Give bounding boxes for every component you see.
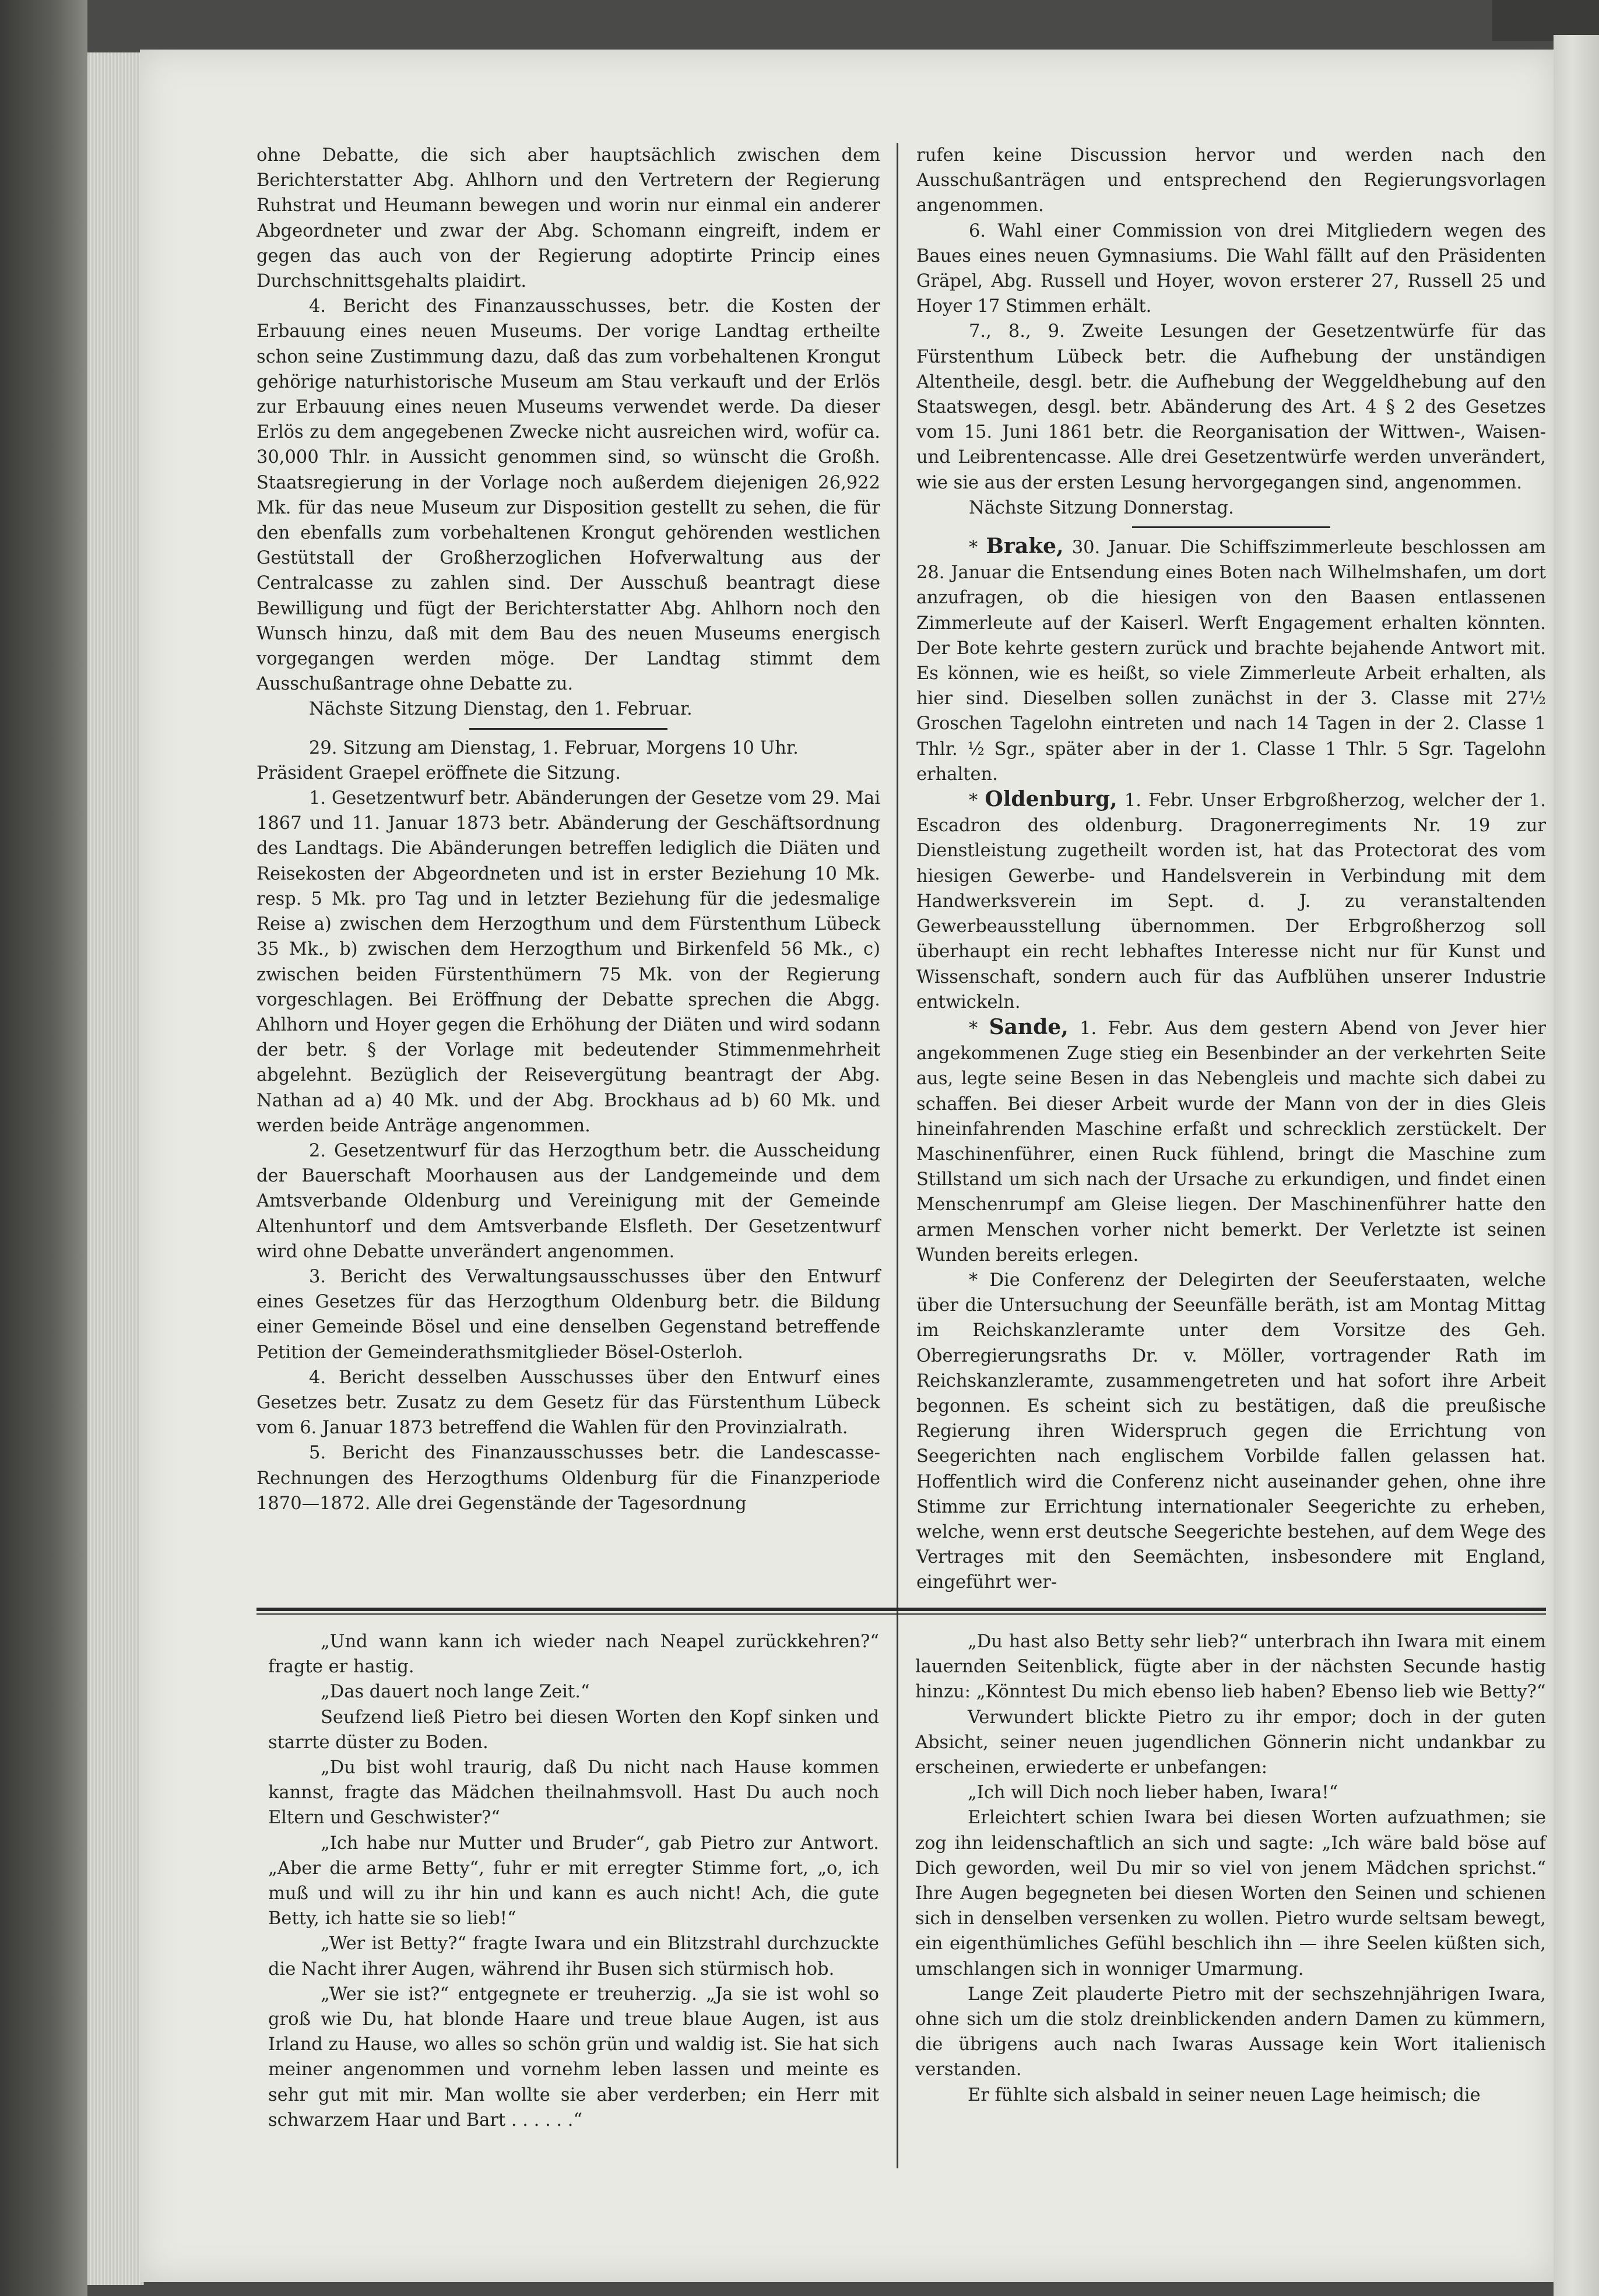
feuilleton-right-column [915, 1629, 1546, 2108]
section-rule [469, 728, 667, 730]
paragraph: 7., 8., 9. Zweite Lesungen der Gesetzentwürfe für das Fürstenthum Lübeck betr. die Aufhebung der unständigen Altentheile, desgl. betr. die Aufhebung der Weggeldhebung auf den Staatswegen, desgl. betr. Abänderung des Art. 4 § 2 des Gesetzes vom 15. Juni 1861 betr. die Reorganisation der Wittwen-, Waisen- und Leibrentencasse. Alle drei Gesetzentwürfe werden unverändert, wie sie aus der ersten Lesung hervorgegangen sind, angenommen. [916, 321, 1546, 493]
news-place: Brake, [986, 534, 1064, 559]
story-paragraph: „Ich will Dich noch lieber haben, Iwara!“ [968, 1782, 1338, 1803]
upper-right-column [916, 143, 1546, 1595]
paragraph: 1. Gesetzentwurf betr. Abänderungen der Gesetze vom 29. Mai 1867 und 11. Januar 1873 betr. Abänderung der Geschäftsordnung des Landtags. Die Abänderungen betreffen lediglich die Diäten und Reisekosten der Abgeordneten und ist in erster Beziehung 10 Mk. resp. 5 Mk. pro Tag und in letzter Beziehung für die jedesmalige Reise a) zwischen dem Herzogthum und dem Fürstenthum Lübeck 35 Mk., b) zwischen dem Herzogthum und Birkenfeld 56 Mk., c) zwischen beiden Fürstenthümern 75 Mk. von der Regierung vorgeschlagen. Bei Eröffnung der Debatte sprechen die Abgg. Ahlhorn und Hoyer gegen die Erhöhung der Diäten und wird sodann der betr. § der Vorlage mit bedeutender Stimmenmehrheit abgelehnt. Bezüglich der Reisevergütung beantragt der Abg. Nathan ad a) 40 Mk. und der Abg. Brockhaus ad b) 60 Mk. und werden beide Anträge angenommen. [256, 788, 880, 1136]
news-item-conference: * Die Conferenz der Delegirten der Seeuferstaaten, welche über die Untersuchung der Seeunfälle beräth, ist am Montag Mittag im Reichskanzleramte unter dem Vorsitze des Geh. Oberregierungsraths Dr. v. Möller, vortragender Rath im Reichskanzleramte, zusammengetreten und hat sofort ihre Arbeit begonnen. Es scheint sich zu bestätigen, daß die preußische Regierung ihren Widerspruch gegen die Errichtung von Seegerichten nach englischem Vorbilde fallen gelassen hat. Hoffentlich wird die Conferenz nicht auseinander gehen, ohne ihre Stimme zur Errichtung internationaler Seegerichte zu erheben, welche, wenn erst deutsche Seegerichte bestehen, auf dem Wege des Vertrages mit den Seemächten, insbesondere mit England, eingeführt wer- [916, 1270, 1546, 1593]
paragraph: 5. Bericht des Finanzausschusses betr. die Landescasse-Rechnungen des Herzogthums Oldenburg für die Finanzperiode 1870—1872. Alle drei Gegenstände der Tagesordnung [256, 1443, 880, 1514]
paragraph: rufen keine Discussion hervor und werden nach den Ausschußanträgen und entsprechend den Regierungsvorlagen angenommen. [916, 145, 1546, 216]
paragraph: ohne Debatte, die sich aber hauptsächlich zwischen dem Berichterstatter Abg. Ahlhorn und den Vertretern der Regierung Ruhstrat und Heumann bewegen und worin nur einmal ein anderer Abgeordneter und zwar der Abg. Schomann eingreift, indem er gegen das auch von der Regierung adoptirte Princip eines Durchschnittsgehalts plaidirt. [256, 145, 880, 292]
news-item-oldenburg: * Oldenburg, 1. Febr. Unser Erbgroßherzog, welcher der 1. Escadron des oldenburg. Dragonerregiments Nr. 19 zur Dienstleistung zugetheilt worden ist, hat das Protectorat des vom hiesigen Gewerbe- und Handelsverein in Verbindung mit dem Handwerksverein im Sept. d. J. zu veranstaltenden Gewerbeausstellung übernommen. Der Erbgroßherzog soll überhaupt ein recht lebhaftes Interesse nicht nur für Kunst und Wissenschaft, sondern auch für das Aufblühen unserer Industrie entwickeln. [916, 787, 1547, 1012]
news-text: 30. Januar. Die Schiffszimmerleute beschlossen am 28. Januar die Entsendung eines Boten nach Wilhelmshafen, um dort anzufragen, ob die hiesigen von den Baasen entlassenen Zimmerleute auf der Kaiserl. Werft Engagement erhalten könnten. Der Bote kehrte gestern zurück und brachte bejahende Antwort mit. Es können, wie es heißt, so viele Zimmerleute Arbeit erhalten, als hier sind. Dieselben sollen zunächst in der 3. Classe mit 27½ Groschen Tagelohn eintreten und nach 14 Tagen in der 2. Classe 1 Thlr. ½ Sgr., später aber in der 1. Classe 1 Thlr. 5 Sgr. Tagelohn erhalten. [916, 537, 1546, 785]
news-place: Sande, [989, 1014, 1069, 1039]
news-text: 1. Febr. Unser Erbgroßherzog, welcher der 1. Escadron des oldenburg. Dragonerregiments Nr. 19 zur Dienstleistung zugetheilt worden ist, hat das Protectorat des vom hiesigen Gewerbe- und Handelsverein in Verbindung mit dem Handwerksverein im Sept. d. J. zu veranstaltenden Gewerbeausstellung übernommen. Der Erbgroßherzog soll überhaupt ein recht lebhaftes Interesse nicht nur für Kunst und Wissenschaft, sondern auch für das Aufblühen unserer Industrie entwickeln. [916, 790, 1547, 1012]
story-paragraph: Lange Zeit plauderte Pietro mit der sechszehnjährigen Iwara, ohne sich um die stolz dreinblickenden andern Damen zu kümmern, die übrigens auch nach Iwaras Aussage kein Wort italienisch verstanden. [915, 1984, 1546, 2080]
upper-left-column [256, 143, 880, 1516]
feuilleton-left-column [268, 1629, 879, 2133]
story-paragraph: Seufzend ließ Pietro bei diesen Worten den Kopf sinken und starrte düster zu Boden. [268, 1707, 879, 1753]
scan-background-left [0, 0, 87, 2296]
story-paragraph: Verwundert blickte Pietro zu ihr empor; doch in der guten Absicht, seiner neuen jugendlichen Gönnerin nicht undankbar zu erscheinen, erwiederte er unbefangen: [915, 1707, 1546, 1778]
paragraph: 4. Bericht desselben Ausschusses über den Entwurf eines Gesetzes betr. Zusatz zu dem Gesetz für das Fürstenthum Lübeck vom 6. Januar 1873 betreffend die Wahlen für den Provinzialrath. [256, 1367, 880, 1439]
next-session-note: Nächste Sitzung Donnerstag. [969, 497, 1234, 518]
story-paragraph: „Du bist wohl traurig, daß Du nicht nach Hause kommen kannst, fragte das Mädchen theilnahmsvoll. Hast Du auch noch Eltern und Geschwister?“ [268, 1757, 879, 1829]
story-paragraph: „Wer sie ist?“ entgegnete er treuherzig. „Ja sie ist wohl so groß wie Du, hat blonde Haare und treue blaue Augen, ist aus Irland zu Hause, wo alles so schön grün und waldig ist. Sie hat sich meiner angenommen und vornehm leben lassen und meinte es sehr gut mit mir. Man wollte sie aber verderben; ein Herr mit schwarzem Haar und Bart . . . . . .“ [268, 1984, 879, 2130]
section-rule [1132, 526, 1330, 528]
column-divider-upper [897, 143, 898, 1705]
paragraph: 6. Wahl einer Commission von drei Mitgliedern wegen des Baues eines neuen Gymnasiums. Die Wahl fällt auf den Präsidenten Gräpel, Abg. Russell und Hoyer, wovon ersterer 27, Russell 25 und Hoyer 17 Stimmen erhält. [916, 220, 1546, 317]
session-heading: 29. Sitzung am Dienstag, 1. Februar, Morgens 10 Uhr. [309, 737, 799, 758]
story-paragraph: Erleichtert schien Iwara bei diesen Worten aufzuathmen; sie zog ihn leidenschaftlich an sich und sagte: „Ich wäre bald böse auf Dich geworden, weil Du mir so viel von jenem Mädchen sprichst.“ Ihre Augen begegneten bei diesen Worten den Seinen und schienen sich in denselben versenken zu wollen. Pietro wurde seltsam bewegt, ein eigenthümliches Gefühl beschlich ihn — ihre Seelen küßten sich, umschlangen sich in wonniger Umarmung. [915, 1808, 1546, 1979]
story-paragraph: „Wer ist Betty?“ fragte Iwara und ein Blitzstrahl durchzuckte die Nacht ihrer Augen, während ihr Busen sich stürmisch hob. [268, 1933, 879, 1979]
page-stack-edge [87, 52, 144, 2285]
paragraph: 3. Bericht des Verwaltungsausschusses über den Entwurf eines Gesetzes für das Herzogthum Oldenburg betr. die Bildung einer Gemeinde Bösel und eine denselben Gegenstand betreffende Petition der Gemeinderathsmitglieder Bösel-Osterloh. [256, 1266, 880, 1363]
news-item-brake: * Brake, 30. Januar. Die Schiffszimmerleute beschlossen am 28. Januar die Entsendung eines Boten nach Wilhelmshafen, um dort anzufragen, ob die hiesigen von den Baasen entlassenen Zimmerleute auf der Kaiserl. Werft Engagement erhalten könnten. Der Bote kehrte gestern zurück und brachte bejahende Antwort mit. Es können, wie es heißt, so viele Zimmerleute Arbeit erhalten, als hier sind. Dieselben sollen zunächst in der 3. Classe mit 27½ Groschen Tagelohn eintreten und nach 14 Tagen in der 2. Classe 1 Thlr. ½ Sgr., später aber in der 1. Classe 1 Thlr. 5 Sgr. Tagelohn erhalten. [916, 534, 1546, 785]
news-text: Die Conferenz der Delegirten der Seeuferstaaten, welche über die Untersuchung der Seeunfälle beräth, ist am Montag Mittag im Reichskanzleramte unter dem Vorsitze des Geh. Oberregierungsraths Dr. v. Möller, vortragender Rath im Reichskanzleramte, zusammengetreten und hat sofort ihre Arbeit begonnen. Es scheint sich zu bestätigen, daß die preußische Regierung ihren Widerspruch gegen die Errichtung von Seegerichten nach englischem Vorbilde fallen gelassen hat. Hoffentlich wird die Conferenz nicht auseinander gehen, ohne ihre Stimme zur Errichtung internationaler Seegerichte zu erheben, welche, wenn erst deutsche Seegerichte bestehen, auf dem Wege des Vertrages mit den Seemächten, insbesondere mit England, eingeführt wer- [916, 1270, 1546, 1593]
column-divider-lower [897, 1626, 898, 2168]
facing-page-edge [1554, 35, 1599, 2296]
paragraph: Präsident Graepel eröffnete die Sitzung. [256, 762, 621, 783]
news-item-sande: * Sande, 1. Febr. Aus dem gestern Abend von Jever hier angekommenen Zuge stieg ein Besenbinder an der verkehrten Seite aus, legte seine Besen in das Nebengleis und machte sich dabei zu schaffen. Bei dieser Arbeit wurde der Mann von der in dies Gleis hineinfahrenden Maschine erfaßt und schrecklich zerstückelt. Der Maschinenführer, einen Ruck fühlend, bringt die Maschine zum Stillstand um sich nach der Ursache zu erkundigen, und findet einen Menschenrumpf am Gleise liegen. Der Maschinenführer hatte den armen Menschen vorher nicht bemerkt. Der Verletzte ist seinen Wunden bereits erlegen. [916, 1014, 1546, 1265]
next-session-note: Nächste Sitzung Dienstag, den 1. Februar. [309, 699, 693, 720]
story-paragraph: „Du hast also Betty sehr lieb?“ unterbrach ihn Iwara mit einem lauernden Seitenblick, fügte aber in der nächsten Secunde hastig hinzu: „Könntest Du mich ebenso lieb haben? Ebenso lieb wie Betty?“ [915, 1632, 1546, 1703]
feuilleton-divider [256, 1608, 1546, 1615]
story-paragraph: „Ich habe nur Mutter und Bruder“, gab Pietro zur Antwort. „Aber die arme Betty“, fuhr er mit erregter Stimme fort, „o, ich muß und will zu ihr hin und kann es auch nicht! Ach, die gute Betty, ich hatte sie so lieb!“ [268, 1833, 879, 1929]
story-paragraph: „Das dauert noch lange Zeit.“ [321, 1682, 590, 1703]
news-place: Oldenburg, [985, 787, 1117, 812]
story-paragraph: „Und wann kann ich wieder nach Neapel zurückkehren?“ fragte er hastig. [268, 1632, 879, 1678]
story-paragraph: Er fühlte sich alsbald in seiner neuen Lage heimisch; die [968, 2084, 1481, 2105]
news-text: 1. Febr. Aus dem gestern Abend von Jever hier angekommenen Zuge stieg ein Besenbinder an der verkehrten Seite aus, legte seine Besen in das Nebengleis und machte sich dabei zu schaffen. Bei dieser Arbeit wurde der Mann von der in dies Gleis hineinfahrenden Maschine erfaßt und schrecklich zerstückelt. Der Maschinenführer, einen Ruck fühlend, bringt die Maschine zum Stillstand um sich nach der Ursache zu erkundigen, und findet einen Menschenrumpf am Gleise liegen. Der Maschinenführer hatte den armen Menschen vorher nicht bemerkt. Der Verletzte ist seinen Wunden bereits erlegen. [916, 1018, 1546, 1265]
paragraph: 4. Bericht des Finanzausschusses, betr. die Kosten der Erbauung eines neuen Museums. Der vorige Landtag ertheilte schon seine Zustimmung dazu, daß das zum vorbehaltenen Krongut gehörige naturhistorische Museum am Stau verkauft und der Erlös zur Erbauung eines neuen Museums verwendet werde. Da dieser Erlös zu dem angegebenen Zwecke nicht ausreichen wird, wofür ca. 30,000 Thlr. in Aussicht genommen sind, so wünscht die Großh. Staatsregierung in der Vorlage noch außerdem diejenigen 26,922 Mk. für das neue Museum zur Disposition gestellt zu sehen, die für den ebenfalls zum vorbehaltenen Krongut gehörenden westlichen Gestütstall der Großherzoglichen Hofverwaltung aus der Centralcasse zu zahlen sind. Der Ausschuß beantragt diese Bewilligung und fügt der Berichterstatter Abg. Ahlhorn noch den Wunsch hinzu, daß mit dem Bau des neuen Museums energisch vorgegangen werden möge. Der Landtag stimmt dem Ausschußantrage ohne Debatte zu. [256, 296, 880, 695]
paragraph: 2. Gesetzentwurf für das Herzogthum betr. die Ausscheidung der Bauerschaft Moorhausen aus der Landgemeinde und dem Amtsverbande Oldenburg und Vereinigung mit der Gemeinde Altenhuntorf und dem Amtsverbande Elsfleth. Der Gesetzentwurf wird ohne Debatte unverändert angenommen. [256, 1140, 880, 1262]
